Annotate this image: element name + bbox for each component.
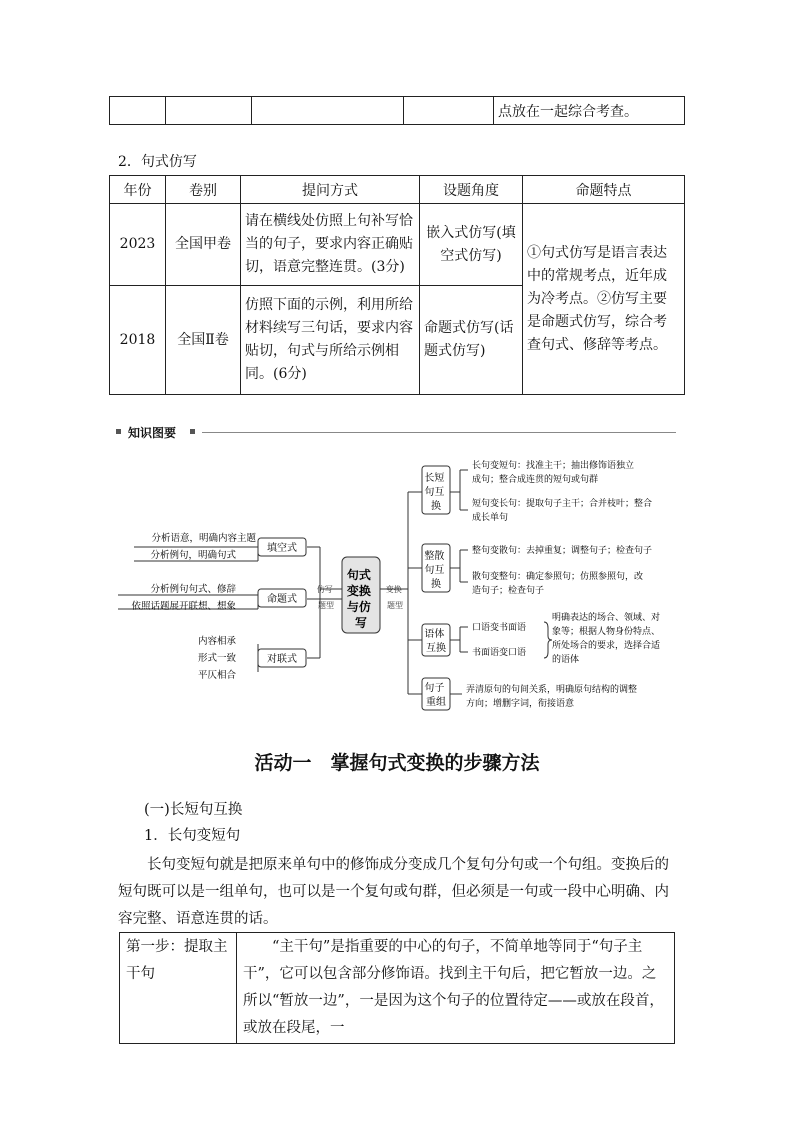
top-table-last-cell: 点放在一起综合考查。: [494, 97, 685, 125]
activity-title: 活动一 掌握句式变换的步骤方法: [254, 752, 540, 774]
mindmap-item: 短句变长句：提取句子主干；合并枝叶；整合 成长单句: [472, 499, 653, 523]
header-year: 年份: [110, 176, 166, 204]
left-group-boxes: [258, 538, 306, 667]
mindmap-item: 分析语意，明确内容主题: [151, 533, 256, 544]
row-angle: 命题式仿写(话题式仿写): [420, 286, 523, 395]
row-paper: 全国甲卷: [166, 204, 241, 286]
step-table: [119, 932, 675, 1044]
section-title: 2．句式仿写: [118, 154, 197, 170]
right-group-label: 长短 句互 换: [424, 473, 445, 512]
left-group-label: 命题式: [267, 594, 297, 605]
left-items: [131, 532, 256, 681]
mindmap-item: 依照话题展开联想、想象: [131, 601, 236, 612]
right-items: [466, 459, 663, 709]
mindmap-item: 散句变整句：确定参照句；仿照参照句，改 造句子；检查句子: [472, 572, 644, 596]
row-year: 2023: [110, 204, 166, 286]
mindmap-item: 长句变短句：找准主干；抽出修饰语独立 成句；整合成连贯的短句或句群: [472, 461, 635, 485]
row-question: 仿照下面的示例，利用所给材料续写三句话，要求内容贴切，句式与所给示例相同。(6分): [241, 286, 420, 395]
mindmap-item: 弄清原句的句间关系，明确原句结构的调整 方向；增删字词，衔接语意: [466, 685, 638, 709]
header-feature: 命题特点: [523, 176, 685, 204]
mindmap-item: 书面语变口语: [472, 648, 527, 658]
step-label: 第一步：提取主干句: [120, 933, 237, 1044]
right-group-boxes: [422, 466, 450, 710]
row-feature: ①句式仿写是语言表达中的常规考点，近年成为冷考点。②仿写主要是命题式仿写，综合考查句式、修辞等考点。: [523, 204, 685, 395]
knowledge-header: [116, 424, 676, 440]
center-node-label: 句式 变换 与仿 写: [346, 568, 371, 630]
left-group-label: 对联式: [267, 654, 297, 665]
exam-table: [109, 175, 685, 395]
left-branch-label: 仿写 题型: [316, 585, 334, 610]
row-paper: 全国Ⅱ卷: [166, 286, 241, 395]
top-partial-table: [109, 96, 685, 125]
mindmap-item: 内容相承: [197, 636, 236, 647]
sub-heading: 1．长句变短句: [144, 828, 241, 844]
left-group-label: 填空式: [267, 543, 297, 554]
step-content: “主干句”是指重要的中心的句子，不简单地等同于“句子主干”，它可以包含部分修饰语。找到主干句后，把它暂放一边。之所以“暂放一边”，一是因为这个句子的位置待定——或放在段首，或放在段尾，一: [237, 933, 675, 1044]
exam-table-header-row: [110, 176, 685, 204]
mindmap: [108, 444, 688, 716]
header-paper: 卷别: [166, 176, 241, 204]
right-branch-label: 变换 题型: [385, 585, 403, 610]
header-rule: [202, 432, 676, 433]
knowledge-header-label: 知识图要: [128, 426, 177, 440]
row-angle: 嵌入式仿写(填空式仿写): [420, 204, 523, 286]
header-angle: 设题角度: [420, 176, 523, 204]
square-bullet-icon: [190, 429, 195, 434]
mindmap-item: 分析例句，明确句式: [150, 550, 236, 561]
mindmap-item: 整句变散句：去掉重复；调整句子；检查句子: [472, 546, 653, 556]
body-paragraph: 长句变短句就是把原来单句中的修饰成分变成几个复句分句或一个句组。变换后的短句既可以是一组单句，也可以是一个复句或句群，但必须是一句或一段中心明确、内容完整、语意连贯的话。: [118, 857, 669, 927]
right-group-label: 整散 句互 换: [424, 551, 445, 590]
right-group-label: 语体 互换: [424, 629, 446, 654]
row-question: 请在横线处仿照上句补写恰当的句子，要求内容正确贴切，语意完整连贯。(3分): [241, 204, 420, 286]
right-group-label: 句子 重组: [424, 683, 446, 708]
table-row: [110, 204, 685, 286]
mindmap-item: 口语变书面语: [472, 623, 527, 633]
header-question: 提问方式: [241, 176, 420, 204]
mindmap-note: 明确表达的场合、领域、对 象等；根据人物身份特点、 所处场合的要求，选择合适 的语体: [552, 613, 661, 665]
mindmap-item: 平仄相合: [197, 670, 236, 681]
table-row: [120, 933, 675, 1044]
row-year: 2018: [110, 286, 166, 395]
mindmap-item: 分析例句句式、修辞: [150, 584, 236, 595]
mindmap-item: 形式一致: [197, 653, 236, 664]
sub-heading: (一)长短句互换: [144, 802, 243, 818]
square-bullet-icon: [116, 429, 121, 434]
